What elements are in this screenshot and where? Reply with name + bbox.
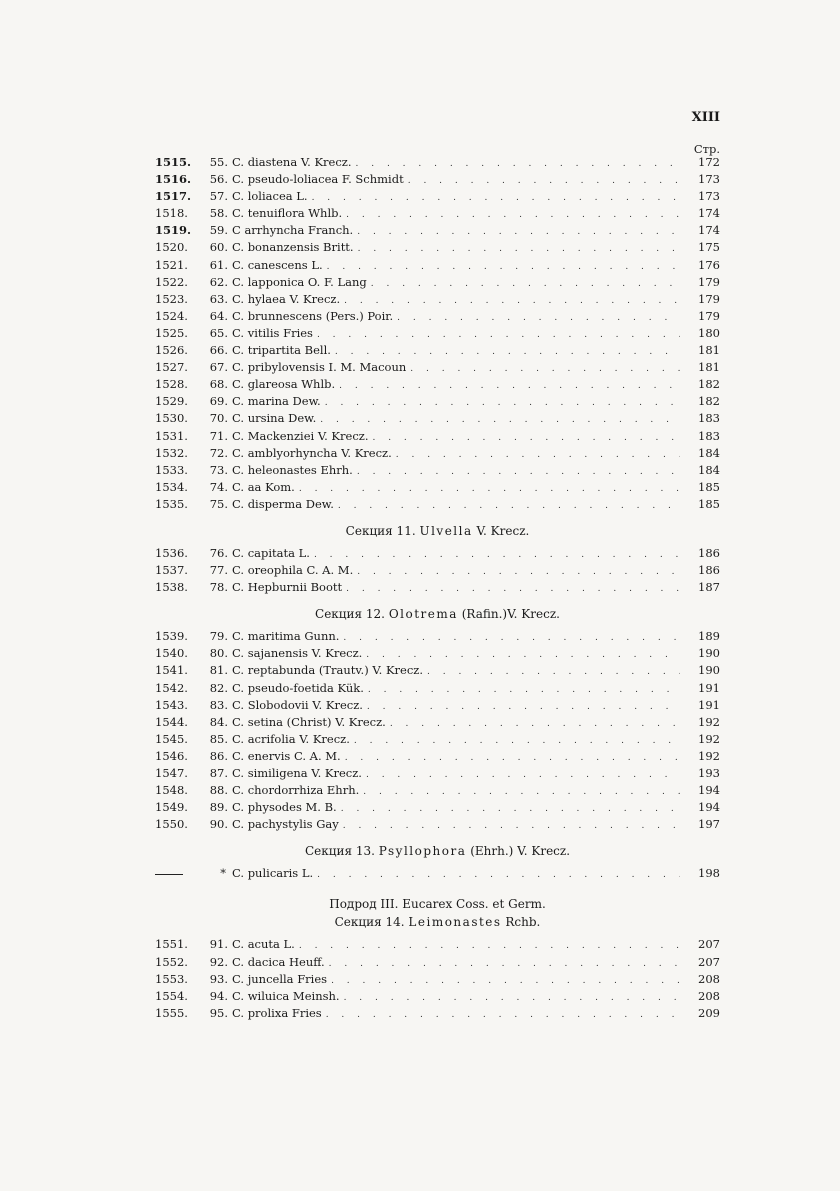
entry-number: 1542.: [155, 680, 188, 695]
species-name: C. Slobodovii V. Krecz.: [232, 697, 363, 712]
species-name: C. maritima Gunn.: [232, 629, 340, 644]
entry-number: 1537.: [155, 563, 188, 578]
index-entry: [155, 937, 720, 954]
species-index: 58.: [209, 206, 228, 221]
species-index: 75.: [209, 496, 228, 511]
page-ref: 191: [698, 680, 720, 695]
section-prefix: Секция 11.: [345, 523, 416, 538]
entry-number: 1525.: [155, 325, 188, 340]
species-index: 56.: [209, 172, 228, 187]
dot-leader: [357, 567, 680, 577]
page-ref: 179: [698, 274, 720, 289]
dot-leader: [363, 787, 680, 797]
entry-number: 1526.: [155, 343, 188, 358]
page-ref: 172: [698, 155, 720, 169]
entry-number: 1522.: [155, 274, 188, 289]
index-entry: [155, 955, 720, 972]
species-index: 61.: [209, 257, 228, 272]
dot-leader: [356, 159, 681, 169]
dot-leader: [397, 313, 680, 323]
section-name: Psyllophora: [378, 844, 467, 859]
page-ref: 187: [698, 580, 720, 595]
index-entry: [155, 172, 720, 189]
entry-number: 1516.: [155, 172, 192, 187]
species-name: C. pribylovensis I. M. Macoun: [232, 360, 407, 375]
index-entry: [155, 394, 720, 411]
page-ref: 194: [698, 783, 720, 798]
asterisk-mark: *: [220, 866, 226, 881]
dot-leader: [314, 550, 680, 560]
dot-leader: [408, 176, 680, 186]
dot-leader: [366, 770, 680, 780]
page-ref: 186: [698, 545, 720, 560]
entry-number: 1550.: [155, 817, 188, 832]
page-ref: 181: [698, 343, 720, 358]
species-name: C. acuta L.: [232, 937, 295, 952]
page-ref: 182: [698, 394, 720, 409]
entry-number: 1517.: [155, 189, 192, 204]
species-name: C. diastena V. Krecz.: [232, 155, 352, 169]
section-prefix: Секция 14.: [334, 915, 405, 930]
dot-leader: [346, 210, 680, 220]
index-entry: [155, 546, 720, 563]
entry-number: 1533.: [155, 462, 188, 477]
species-name: C. marina Dew.: [232, 394, 321, 409]
section-name: Ulvella: [419, 523, 473, 538]
species-name: C. oreophila C. A. M.: [232, 563, 354, 578]
entry-number: 1529.: [155, 394, 188, 409]
page-ref: 192: [698, 748, 720, 763]
species-index: 70.: [209, 411, 228, 426]
species-name: C. setina (Christ) V. Krecz.: [232, 714, 386, 729]
dot-leader: [329, 959, 680, 969]
dot-leader: [312, 193, 680, 203]
index-entry: [155, 972, 720, 989]
species-index: 86.: [209, 748, 228, 763]
dot-leader: [358, 244, 680, 254]
entry-number: 1544.: [155, 714, 188, 729]
dot-leader: [371, 279, 680, 289]
dot-leader: [335, 347, 680, 357]
page-ref: 197: [698, 817, 720, 832]
dot-leader: [396, 450, 680, 460]
species-name: C. pachystylis Gay: [232, 817, 339, 832]
species-index: 69.: [209, 394, 228, 409]
species-index: 90.: [209, 817, 228, 832]
index-content: [155, 155, 720, 1023]
dot-leader: [325, 398, 680, 408]
section-title-12: [155, 607, 720, 621]
dot-leader: [410, 364, 680, 374]
species-index: 87.: [209, 766, 228, 780]
dot-leader: [338, 501, 680, 511]
index-entry: [155, 783, 720, 800]
index-entry: [155, 189, 720, 206]
species-name: C. Hepburnii Boott: [232, 580, 343, 595]
species-name: C. acrifolia V. Krecz.: [232, 731, 350, 746]
dot-leader: [357, 227, 680, 237]
species-name: C. reptabunda (Trautv.) V. Krecz.: [232, 663, 424, 678]
species-name: C. prolixa Fries: [232, 1005, 322, 1020]
entry-number: 1545.: [155, 731, 188, 746]
dot-leader: [317, 330, 680, 340]
species-name: C. loliacea L.: [232, 189, 308, 204]
species-name: C. similigena V. Krecz.: [232, 766, 362, 780]
index-entry: [155, 155, 720, 172]
entry-number: 1528.: [155, 377, 188, 392]
dot-leader: [339, 381, 680, 391]
index-entry: [155, 646, 720, 663]
page-number: XIII: [691, 110, 720, 125]
species-index: 57.: [209, 189, 228, 204]
species-name: C. heleonastes Ehrh.: [232, 462, 353, 477]
entry-number: 1553.: [155, 971, 188, 986]
species-name: C. vitilis Fries: [232, 325, 313, 340]
index-entry: [155, 800, 720, 817]
index-block-1: [155, 155, 720, 514]
section-prefix: Секция 12.: [315, 607, 385, 622]
page-ref: 192: [698, 731, 720, 746]
entry-number: 1530.: [155, 411, 188, 426]
species-index: 67.: [209, 360, 228, 375]
index-block-5: [155, 937, 720, 1022]
index-entry: [155, 497, 720, 514]
section-title-14: [155, 915, 720, 929]
index-entry: [155, 429, 720, 446]
species-index: 73.: [209, 462, 228, 477]
dash-rule: [155, 866, 187, 880]
index-entry: [155, 681, 720, 698]
entry-number: 1540.: [155, 646, 188, 661]
entry-number: 1552.: [155, 954, 188, 969]
page-ref: 207: [698, 954, 720, 969]
species-index: 94.: [209, 988, 228, 1003]
page-ref: 185: [698, 479, 720, 494]
dot-leader: [326, 1010, 680, 1020]
page-ref: 174: [698, 206, 720, 221]
entry-number: 1531.: [155, 428, 188, 443]
index-entry: [155, 629, 720, 646]
page-ref: 189: [698, 629, 720, 644]
page-ref: 175: [698, 240, 720, 255]
species-name: C. canescens L.: [232, 257, 323, 272]
species-index: 68.: [209, 377, 228, 392]
species-name: C. dacica Heuff.: [232, 954, 325, 969]
page-ref: 198: [698, 866, 720, 881]
species-index: 63.: [209, 291, 228, 306]
entry-number: 1527.: [155, 360, 188, 375]
index-entry: [155, 309, 720, 326]
page-ref: 173: [698, 172, 720, 187]
species-name: C. sajanensis V. Krecz.: [232, 646, 363, 661]
dot-leader: [317, 870, 680, 880]
species-name: C. tripartita Bell.: [232, 343, 331, 358]
page-ref: 183: [698, 428, 720, 443]
dot-leader: [346, 584, 680, 594]
page-ref: 190: [698, 646, 720, 661]
species-name: C. juncella Fries: [232, 971, 328, 986]
entry-number: 1534.: [155, 479, 188, 494]
species-index: 62.: [209, 274, 228, 289]
dot-leader: [344, 993, 680, 1003]
entry-number: 1538.: [155, 580, 188, 595]
species-name: C. glareosa Whlb.: [232, 377, 336, 392]
index-entry: [155, 732, 720, 749]
species-index: 89.: [209, 800, 228, 815]
index-entry: [155, 343, 720, 360]
dot-leader: [299, 941, 680, 951]
dot-leader: [367, 702, 680, 712]
page-ref: 190: [698, 663, 720, 678]
index-entry: [155, 817, 720, 834]
species-index: 59.: [209, 223, 228, 238]
species-index: 84.: [209, 714, 228, 729]
subgenus-title: Подрод III. Eucarex Coss. et Germ.: [329, 897, 546, 912]
species-index: 92.: [209, 954, 228, 969]
species-index: 91.: [209, 937, 228, 952]
entry-number: 1548.: [155, 783, 188, 798]
species-index: 88.: [209, 783, 228, 798]
index-entry: [155, 206, 720, 223]
dot-leader: [327, 262, 680, 272]
species-name: C. pulicaris L.: [232, 866, 314, 881]
entry-number: 1521.: [155, 257, 188, 272]
entry-number: 1555.: [155, 1005, 188, 1020]
page-ref: 182: [698, 377, 720, 392]
species-index: 55.: [209, 155, 228, 169]
entry-number: 1515.: [155, 155, 192, 169]
entry-number: 1518.: [155, 206, 188, 221]
entry-number: 1539.: [155, 629, 188, 644]
species-name: C. pseudo-foetida Kük.: [232, 680, 364, 695]
index-entry: [155, 715, 720, 732]
page-ref: 193: [698, 766, 720, 780]
page-ref: 183: [698, 411, 720, 426]
species-index: 64.: [209, 308, 228, 323]
index-entry: [155, 766, 720, 783]
page-ref: 209: [698, 1005, 720, 1020]
species-index: 78.: [209, 580, 228, 595]
species-name: C. enervis C. A. M.: [232, 748, 341, 763]
dot-leader: [343, 633, 680, 643]
species-name: C. lapponica O. F. Lang: [232, 274, 367, 289]
entry-number: 1520.: [155, 240, 188, 255]
page-ref: 185: [698, 496, 720, 511]
page-ref: 176: [698, 257, 720, 272]
entry-number: 1547.: [155, 766, 188, 780]
dot-leader: [299, 484, 680, 494]
index-entry: [155, 580, 720, 597]
index-entry: [155, 749, 720, 766]
index-entry: [155, 1006, 720, 1023]
species-index: 80.: [209, 646, 228, 661]
dot-leader: [341, 804, 680, 814]
species-name: C. physodes M. B.: [232, 800, 337, 815]
index-entry: [155, 377, 720, 394]
index-entry: [155, 411, 720, 428]
dot-leader: [357, 467, 680, 477]
dot-leader: [354, 736, 680, 746]
page-ref: 207: [698, 937, 720, 952]
entry-number: 1546.: [155, 748, 188, 763]
index-entry: [155, 563, 720, 580]
entry-number: 1541.: [155, 663, 188, 678]
species-name: C. tenuiflora Whlb.: [232, 206, 343, 221]
index-entry: [155, 698, 720, 715]
species-index: 66.: [209, 343, 228, 358]
section-name: Leimonastes: [408, 915, 502, 930]
species-name: C arrhyncha Franch.: [232, 223, 354, 238]
species-index: 95.: [209, 1005, 228, 1020]
page-ref: 179: [698, 308, 720, 323]
species-name: C. brunnescens (Pers.) Poir.: [232, 308, 394, 323]
dot-leader: [343, 821, 680, 831]
species-name: C. Mackenziei V. Krecz.: [232, 428, 369, 443]
dot-leader: [372, 433, 680, 443]
entry-number: 1532.: [155, 445, 188, 460]
page-ref: 192: [698, 714, 720, 729]
species-name: C. wiluica Meinsh.: [232, 988, 340, 1003]
index-entry: [155, 480, 720, 497]
species-name: C. pseudo-loliacea F. Schmidt: [232, 172, 404, 187]
entry-number: 1523.: [155, 291, 188, 306]
dot-leader: [390, 719, 680, 729]
species-name: C. chordorrhiza Ehrh.: [232, 783, 360, 798]
index-entry: [155, 989, 720, 1006]
species-index: 76.: [209, 545, 228, 560]
section-author: V. Krecz.: [476, 523, 530, 538]
species-name: C. disperma Dew.: [232, 496, 334, 511]
species-name: C. hylaea V. Krecz.: [232, 291, 341, 306]
index-entry: [155, 326, 720, 343]
entry-number: 1536.: [155, 545, 188, 560]
entry-number: 1543.: [155, 697, 188, 712]
page-ref: 181: [698, 360, 720, 375]
species-name: C. amblyorhyncha V. Krecz.: [232, 445, 392, 460]
index-entry: [155, 360, 720, 377]
species-name: C. capitata L.: [232, 545, 310, 560]
index-entry-pulicaris: [155, 866, 720, 883]
index-entry: [155, 223, 720, 240]
species-index: 60.: [209, 240, 228, 255]
page-ref: 186: [698, 563, 720, 578]
section-author: Rchb.: [505, 915, 541, 930]
page-ref: 174: [698, 223, 720, 238]
page-ref: 208: [698, 971, 720, 986]
species-name: C. bonanzensis Britt.: [232, 240, 354, 255]
page-column-header: Стр.: [693, 142, 720, 156]
section-prefix: Секция 13.: [304, 844, 375, 859]
index-entry: [155, 240, 720, 257]
index-entry: [155, 463, 720, 480]
species-index: 72.: [209, 445, 228, 460]
page-ref: 173: [698, 189, 720, 204]
entry-number: 1519.: [155, 223, 192, 238]
dot-leader: [427, 667, 680, 677]
dot-leader: [366, 650, 680, 660]
section-title-11: [155, 524, 720, 538]
species-index: 79.: [209, 629, 228, 644]
index-entry: [155, 663, 720, 680]
index-block-2: [155, 546, 720, 597]
section-author: (Ehrh.) V. Krecz.: [470, 844, 571, 859]
index-entry: [155, 292, 720, 309]
page-ref: 184: [698, 445, 720, 460]
dot-leader: [344, 296, 680, 306]
page-ref: 194: [698, 800, 720, 815]
species-index: 81.: [209, 663, 228, 678]
dot-leader: [345, 753, 680, 763]
section-author: (Rafin.)V. Krecz.: [461, 607, 560, 622]
species-index: 65.: [209, 325, 228, 340]
species-name: C. ursina Dew.: [232, 411, 317, 426]
species-index: 74.: [209, 479, 228, 494]
page-ref: 191: [698, 697, 720, 712]
species-index: 82.: [209, 680, 228, 695]
entry-number: 1549.: [155, 800, 188, 815]
species-index: 71.: [209, 428, 228, 443]
index-entry: [155, 275, 720, 292]
page-ref: 184: [698, 462, 720, 477]
section-title-13: [155, 844, 720, 858]
index-block-3: [155, 629, 720, 834]
page-ref: 179: [698, 291, 720, 306]
page-ref: 208: [698, 988, 720, 1003]
index-entry: [155, 258, 720, 275]
dot-leader: [368, 685, 680, 695]
entry-number: 1554.: [155, 988, 188, 1003]
page-ref: 180: [698, 325, 720, 340]
section-name: Olotrema: [388, 607, 458, 622]
entry-number: 1524.: [155, 308, 188, 323]
species-index: 93.: [209, 971, 228, 986]
dot-leader: [320, 415, 680, 425]
entry-number: 1551.: [155, 937, 188, 952]
index-entry: [155, 446, 720, 463]
species-index: 83.: [209, 697, 228, 712]
species-index: 77.: [209, 563, 228, 578]
species-name: C. aa Kom.: [232, 479, 295, 494]
species-index: 85.: [209, 731, 228, 746]
entry-number: 1535.: [155, 496, 188, 511]
dot-leader: [331, 976, 680, 986]
